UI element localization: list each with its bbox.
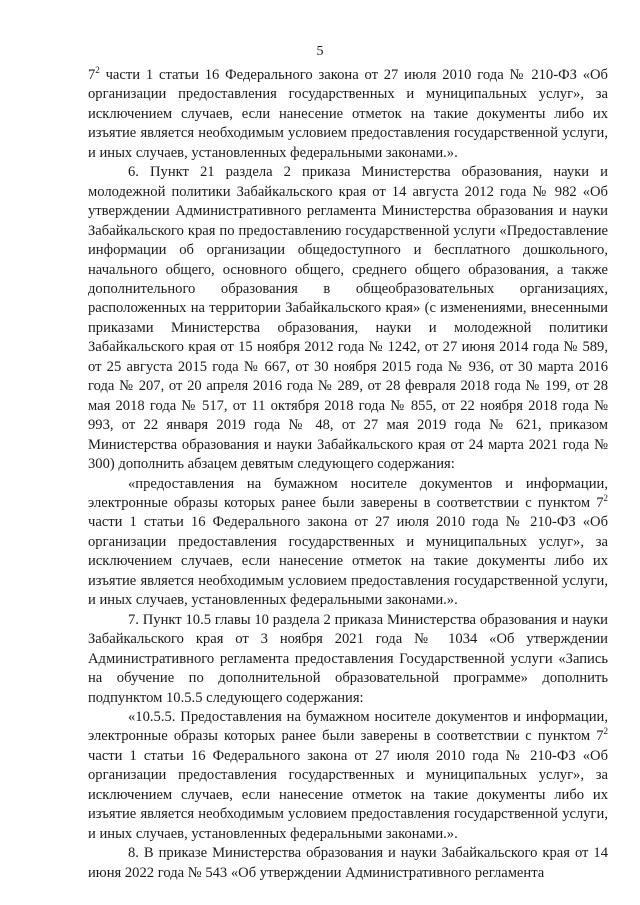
- paragraph-text: части 1 статьи 16 Федерального закона от 27 июля 2010 года № 210-ФЗ «Об организации предоставления государственных и муниципальных услуг», за исключением случаев, если нанесение отметок на такие документы либо их изъятие является необходимым условием предоставления государственной услуги, и иных случаев, установленных федеральными законами.».: [88, 67, 608, 161]
- paragraph-5: [88, 708, 608, 844]
- paragraph-text: 8. В приказе Министерства образования и науки Забайкальского края от 14 июня 2022 года № 543 «Об утверждении Административного регламента: [88, 845, 608, 881]
- paragraph-text: части 1 статьи 16 Федерального закона от 27 июля 2010 года № 210-ФЗ «Об организации предоставления государственных и муниципальных услуг», за исключением случаев, если нанесение отметок на такие документы либо их изъятие является необходимым условием предоставления государственной услуги, и иных случаев, установленных федеральными законами.».: [88, 514, 608, 609]
- paragraph-6: [88, 844, 608, 883]
- paragraph-text: «предоставления на бумажном носителе документов и информации, электронные образы которых ранее были заверены в соответствии с пунктом 7: [88, 475, 608, 511]
- paragraph-text: 6. Пункт 21 раздела 2 приказа Министерства образования, науки и молодежной политики Забайкальского края от 14 августа 2012 года № 982 «Об утверждении Административного регламента Министерства образования и науки Забайкальского края по предоставлению государственной услуги «Предоставление информации об организации общедоступного и бесплатного дошкольного, начального общего, основного общего, среднего общего образования, а также дополнительного образования в общеобразовательных организациях, расположенных на территории Забайкальского края» (с изменениями, внесенными приказами Министерства образования, науки и молодежной политики Забайкальского края от 15 ноября 2012 года № 1242, от 27 июня 2014 года № 589, от 25 августа 2015 года № 667, от 30 ноября 2015 года № 936, от 30 марта 2016 года № 207, от 20 апреля 2016 года № 289, от 28 февраля 2018 года № 199, от 28 мая 2018 года № 517, от 11 октября 2018 года № 855, от 22 ноября 2018 года № 993, от 22 января 2019 года № 48, от 27 мая 2019 года № 621, приказом Министерства образования и науки Забайкальского края от 24 марта 2021 года № 300) дополнить абзацем девятым следующего содержания:: [88, 164, 608, 473]
- page-number: 5: [316, 44, 324, 59]
- superscript: 2: [95, 65, 100, 75]
- paragraph-2: [88, 163, 608, 474]
- paragraph-3: [88, 475, 608, 611]
- paragraph-text: 7: [88, 67, 96, 83]
- paragraph-4: [88, 611, 608, 708]
- document-body: [88, 66, 608, 883]
- paragraph-1: [88, 66, 608, 163]
- paragraph-text: «10.5.5. Предоставления на бумажном носителе документов и информации, электронные образы которых ранее были заверены в соответствии с пунктом 7: [88, 708, 608, 745]
- paragraph-text: части 1 статьи 16 Федерального закона от 27 июля 2010 года № 210-ФЗ «Об организации предоставления государственных и муниципальных услуг», за исключением случаев, если нанесение отметок на такие документы либо их изъятие является необходимым условием предоставления государственной услуги, и иных случаев, установленных федеральными законами.».: [88, 747, 608, 842]
- paragraph-text: 7. Пункт 10.5 главы 10 раздела 2 приказа Министерства образования и науки Забайкальского края от 3 ноября 2021 года № 1034 «Об утверждении Административного регламента предоставления Государственной услуги «Запись на обучение по дополнительной образовательной программе» дополнить подпунктом 10.5.5 следующего содержания:: [88, 611, 608, 706]
- superscript: 2: [603, 492, 608, 503]
- superscript: 2: [603, 726, 608, 737]
